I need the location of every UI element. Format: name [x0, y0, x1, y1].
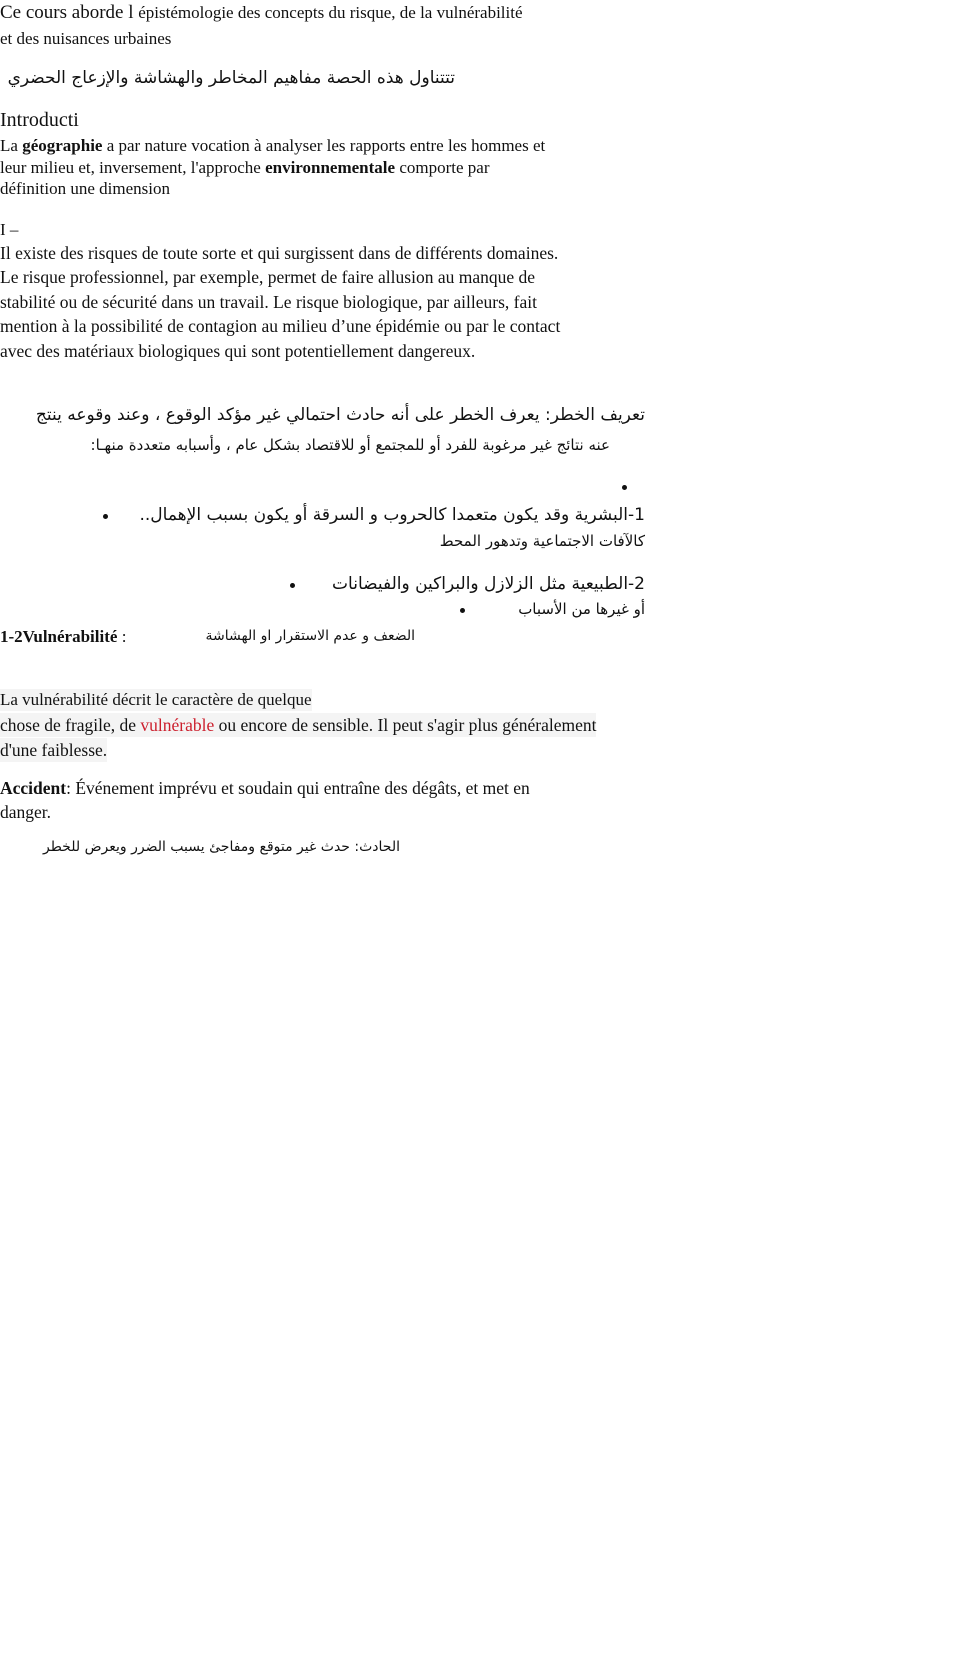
introduction-line-2: [0, 157, 489, 179]
bullet-natural: [290, 583, 295, 588]
risk-cause-human-line-1: 1-البشرية وقد يكون متعمدا كالحروب و السرقة أو يكون بسبب الإهمال..: [139, 505, 645, 525]
intro-p1-a: La: [0, 136, 23, 155]
section-1-line-5: avec des matériaux biologiques qui sont potentiellement dangereux.: [0, 341, 476, 361]
vuln-l2-b: ou encore de sensible. Il peut s'agir plus généralement: [214, 715, 597, 735]
vulnerability-line-3: d'une faiblesse.: [0, 740, 108, 760]
vulnerability-heading: [0, 626, 126, 648]
section-1-line-2: Le risque professionnel, par exemple, permet de faire allusion au manque de: [0, 267, 536, 287]
intro-p2-c: comporte par: [395, 158, 490, 177]
section-1-line-3: stabilité ou de sécurité dans un travail. Le risque biologique, par ailleurs, fait: [0, 292, 537, 312]
keyword-geographie: géographie: [22, 136, 103, 155]
accident-line-2: danger.: [0, 802, 52, 822]
bullet-other: [460, 608, 465, 613]
intro-p2-a: leur milieu et, inversement, l'approche: [0, 158, 266, 177]
intro-line-1-start: Ce cours aborde l: [0, 2, 139, 23]
intro-arabic: تتتناول هذه الحصة مفاهيم المخاطر والهشاشة والإزعاج الحضري: [7, 68, 455, 88]
intro-line-1: [0, 2, 523, 24]
accident-title: Accident: [0, 778, 67, 798]
section-1-marker: I –: [0, 220, 19, 239]
risk-cause-human-line-2: كالآفات الاجتماعية وتدهور المحط: [439, 532, 645, 550]
vulnerability-title: 1-2Vulnérabilité: [0, 627, 118, 646]
accident-l1: : Événement imprévu et soudain qui entraîne des dégâts, et met en: [66, 778, 530, 798]
vuln-l2-a: chose de fragile, de: [0, 715, 141, 735]
intro-line-1-rest: épistémologie des concepts du risque, de la vulnérabilité: [138, 3, 523, 22]
intro-p1-c: a par nature vocation à analyser les rapports entre les hommes et: [102, 136, 546, 155]
keyword-vulnerable: vulnérable: [140, 715, 215, 735]
risk-cause-other: أو غيرها من الأسباب: [518, 600, 645, 618]
vulnerability-arabic: الضعف و عدم الاستقرار او الهشاشة: [205, 628, 415, 644]
vulnerability-line-1: La vulnérabilité décrit le caractère de quelque: [0, 690, 312, 709]
section-1-line-4: mention à la possibilité de contagion au milieu d’une épidémie ou par le contact: [0, 316, 561, 336]
introduction-line-1: [0, 135, 545, 157]
bullet-empty: [622, 485, 627, 490]
intro-line-2: et des nuisances urbaines: [0, 29, 172, 48]
vulnerability-colon: :: [117, 627, 127, 646]
section-1-line-1: Il existe des risques de toute sorte et qui surgissent dans de différents domaines.: [0, 243, 559, 263]
risk-definition-line-1: تعريف الخطر: يعرف الخطر على أنه حادث احتمالي غير مؤكد الوقوع ، وعند وقوعه ينتج: [35, 405, 645, 425]
keyword-environnementale: environnementale: [265, 158, 396, 177]
risk-cause-natural: 2-الطبيعية مثل الزلازل والبراكين والفيضانات: [332, 574, 645, 594]
risk-definition-line-2: عنه نتائج غير مرغوبة للفرد أو للمجتمع أو للاقتصاد بشكل عام ، وأسبابه متعددة منهـا:: [90, 436, 610, 454]
bullet-human: [103, 514, 108, 519]
introduction-line-3: définition une dimension: [0, 179, 170, 198]
accident-line-1: [0, 776, 530, 800]
accident-arabic: الحادث: حدث غير متوقع ومفاجئ يسبب الضرر ويعرض للخطر: [42, 839, 400, 855]
introduction-heading: Introducti: [0, 109, 79, 131]
vulnerability-line-2: [0, 713, 596, 737]
